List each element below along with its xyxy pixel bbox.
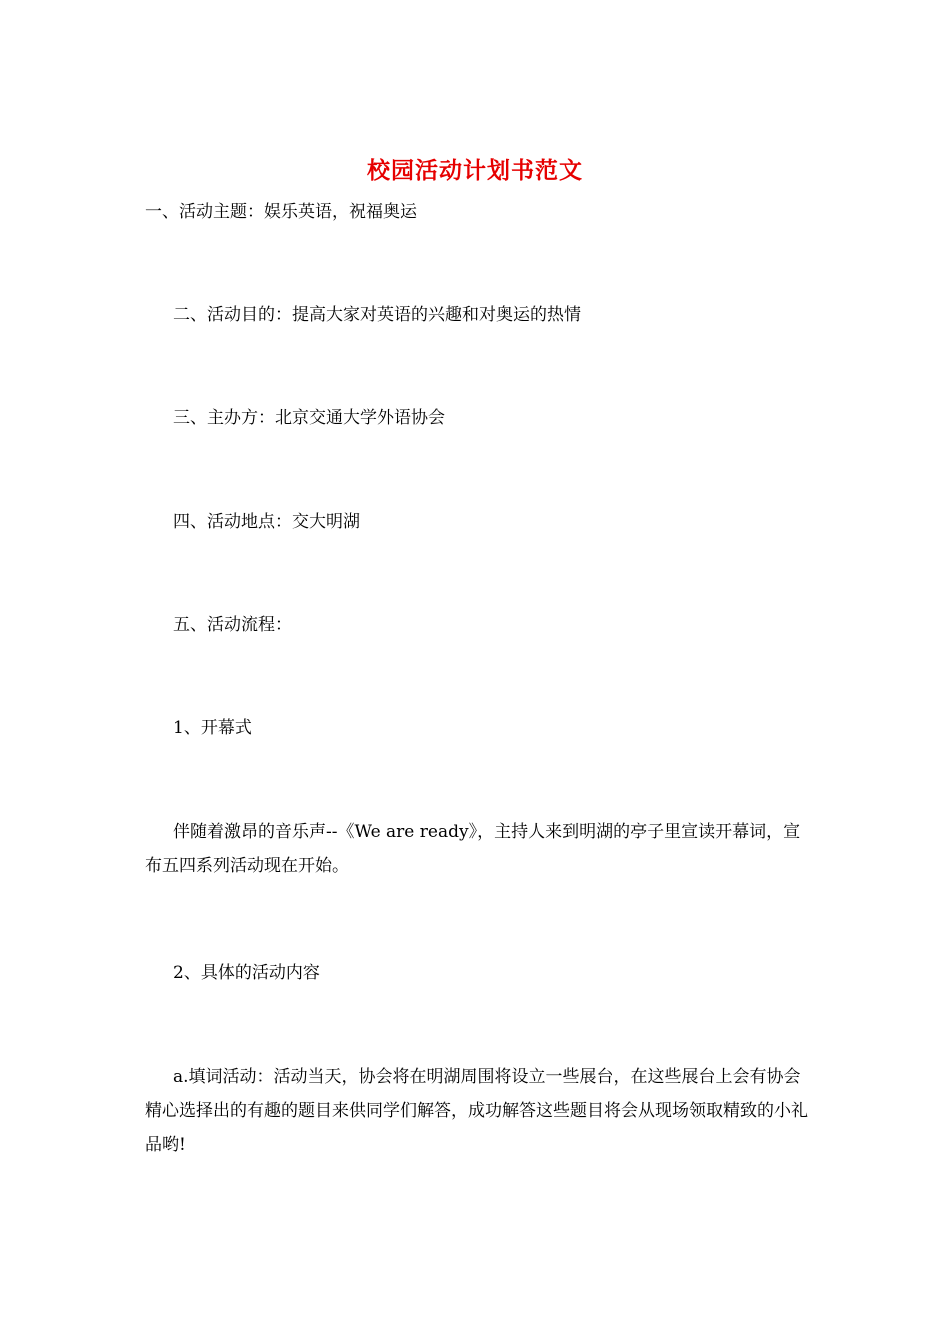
paragraph-purpose: 二、活动目的：提高大家对英语的兴趣和对奥运的热情 bbox=[173, 305, 581, 325]
paragraph-organizer: 三、主办方：北京交通大学外语协会 bbox=[173, 408, 445, 428]
paragraph-activity-a: a.填词活动：活动当天，协会将在明湖周围将设立一些展台，在这些展台上会有协会精心选择出的有趣的题目来供同学们解答，成功解答这些题目将会从现场领取精致的小礼品哟! bbox=[145, 1067, 808, 1155]
document-title: 校园活动计划书范文 bbox=[367, 157, 583, 184]
paragraph-process-heading: 五、活动流程： bbox=[173, 615, 292, 635]
paragraph-opening-body: 伴随着激昂的音乐声--《We are ready》，主持人来到明湖的亭子里宣读开幕词，宣布五四系列活动现在开始。 bbox=[145, 822, 801, 876]
paragraph-opening-heading: 1、开幕式 bbox=[173, 718, 252, 738]
paragraph-theme: 一、活动主题：娱乐英语，祝福奥运 bbox=[145, 202, 417, 222]
paragraph-location: 四、活动地点：交大明湖 bbox=[173, 512, 360, 532]
paragraph-activities-heading: 2、具体的活动内容 bbox=[173, 963, 320, 983]
